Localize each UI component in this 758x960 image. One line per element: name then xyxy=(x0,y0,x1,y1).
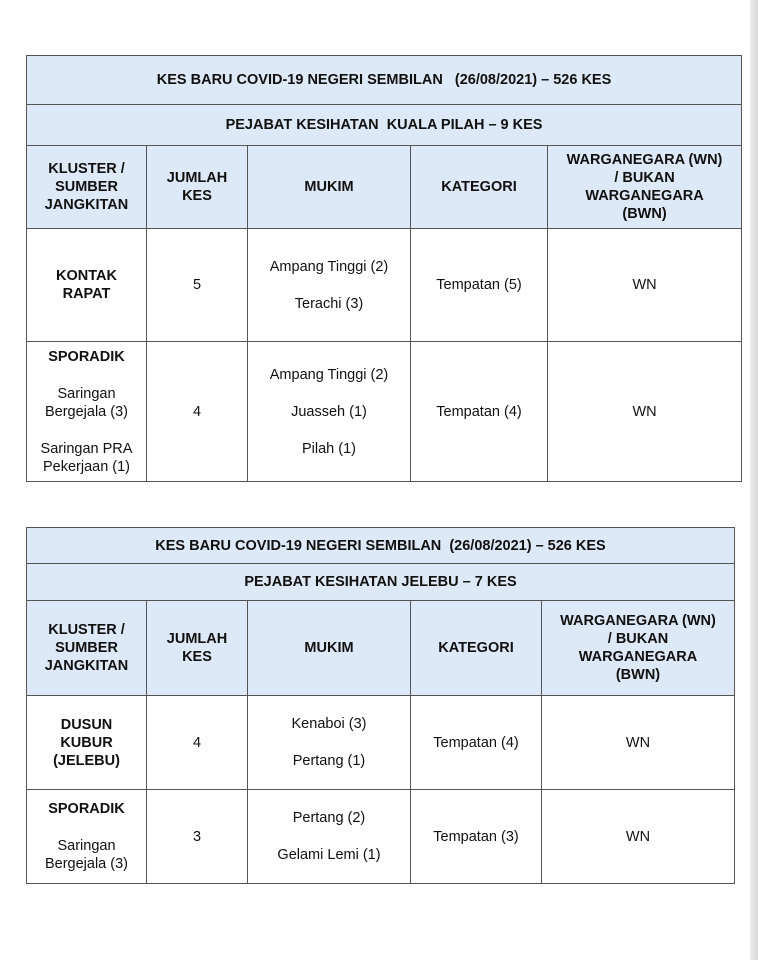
table-title-row xyxy=(27,528,735,564)
kluster-title-line: SPORADIK xyxy=(48,348,125,365)
cell-mukim xyxy=(248,696,411,790)
covid-table-kuala-pilah xyxy=(26,55,742,482)
cell-kategori: Tempatan (3) xyxy=(411,790,542,884)
header-text: JUMLAH xyxy=(166,631,228,647)
header-text: (BWN) xyxy=(615,667,661,683)
header-text: WARGANEGARA (WN) xyxy=(560,613,716,629)
header-warganegara xyxy=(542,601,735,696)
header-kategori: KATEGORI xyxy=(411,146,548,229)
mukim-line: Kenaboi (3) xyxy=(291,716,367,732)
cell-mukim xyxy=(248,342,411,482)
kluster-detail-line: Saringan xyxy=(57,838,116,854)
header-kategori: KATEGORI xyxy=(411,601,542,696)
header-text: KLUSTER / xyxy=(48,161,125,177)
cell-jumlah: 5 xyxy=(147,229,248,342)
cell-kluster xyxy=(27,229,147,342)
header-text: (BWN) xyxy=(622,206,667,222)
table-row xyxy=(27,342,742,482)
cell-mukim xyxy=(248,790,411,884)
cell-jumlah: 4 xyxy=(147,696,248,790)
table-row xyxy=(27,229,742,342)
header-text: JANGKITAN xyxy=(44,197,129,213)
header-mukim: MUKIM xyxy=(248,601,411,696)
kluster-title-line: SPORADIK xyxy=(48,801,125,817)
header-text: JANGKITAN xyxy=(44,658,129,674)
cell-kategori: Tempatan (4) xyxy=(411,696,542,790)
cell-kategori: Tempatan (4) xyxy=(411,342,548,482)
header-text: / BUKAN xyxy=(614,170,675,186)
header-text: SUMBER xyxy=(55,640,118,656)
table-subtitle-row xyxy=(27,564,735,601)
header-text: SUMBER xyxy=(55,179,118,195)
header-jumlah xyxy=(147,601,248,696)
header-warganegara xyxy=(548,146,742,229)
table-subtitle-row xyxy=(27,105,742,146)
header-kluster xyxy=(27,601,147,696)
header-text: JUMLAH xyxy=(166,170,228,186)
mukim-line: Juasseh (1) xyxy=(291,403,367,420)
table-row xyxy=(27,790,735,884)
header-mukim: MUKIM xyxy=(248,146,411,229)
kluster-detail-line: Saringan xyxy=(57,385,116,402)
kluster-detail-line: Saringan PRA xyxy=(40,440,133,457)
header-text: / BUKAN xyxy=(607,631,669,647)
kluster-detail-line: Pekerjaan (1) xyxy=(42,458,131,475)
covid-table-jelebu xyxy=(26,527,735,884)
kluster-title-line: KUBUR xyxy=(60,734,113,751)
kluster-title-line: DUSUN xyxy=(60,716,113,733)
table-title: KES BARU COVID-19 NEGERI SEMBILAN (26/08/2021) – 526 KES xyxy=(27,528,735,564)
table-title-row xyxy=(27,56,742,105)
kluster-detail-line: Bergejala (3) xyxy=(44,856,128,872)
header-text: KES xyxy=(182,188,212,204)
mukim-line: Ampang Tinggi (2) xyxy=(269,258,389,275)
mukim-line: Pertang (1) xyxy=(292,753,366,769)
header-kluster xyxy=(27,146,147,229)
cell-warganegara: WN xyxy=(548,229,742,342)
mukim-line: Pertang (2) xyxy=(292,810,366,826)
mukim-line: Terachi (3) xyxy=(294,295,364,312)
cell-warganegara: WN xyxy=(542,790,735,884)
table-subtitle: PEJABAT KESIHATAN JELEBU – 7 KES xyxy=(27,564,735,601)
cell-kluster xyxy=(27,790,147,884)
table-row xyxy=(27,696,735,790)
cell-warganegara: WN xyxy=(542,696,735,790)
header-text: WARGANEGARA (WN) xyxy=(566,152,723,168)
table-title: KES BARU COVID-19 NEGERI SEMBILAN (26/08/2021) – 526 KES xyxy=(27,56,742,105)
kluster-detail-line: Bergejala (3) xyxy=(44,403,128,420)
kluster-title-line: RAPAT xyxy=(62,286,111,302)
header-row xyxy=(27,146,742,229)
header-jumlah xyxy=(147,146,248,229)
cell-jumlah: 3 xyxy=(147,790,248,884)
page-edge-shadow xyxy=(750,0,758,960)
mukim-line: Ampang Tinggi (2) xyxy=(269,366,389,383)
cell-kluster xyxy=(27,696,147,790)
header-row xyxy=(27,601,735,696)
header-text: WARGANEGARA xyxy=(578,649,698,665)
kluster-title-line: KONTAK xyxy=(56,268,117,284)
header-text: KES xyxy=(182,649,212,665)
cell-jumlah: 4 xyxy=(147,342,248,482)
mukim-line: Gelami Lemi (1) xyxy=(277,847,381,863)
cell-mukim xyxy=(248,229,411,342)
header-text: WARGANEGARA xyxy=(585,188,704,204)
mukim-line: Pilah (1) xyxy=(302,440,356,457)
kluster-title-line: (JELEBU) xyxy=(53,752,120,769)
table-subtitle: PEJABAT KESIHATAN KUALA PILAH – 9 KES xyxy=(27,105,742,146)
cell-kluster xyxy=(27,342,147,482)
cell-kategori: Tempatan (5) xyxy=(411,229,548,342)
cell-warganegara: WN xyxy=(548,342,742,482)
header-text: KLUSTER / xyxy=(48,622,125,638)
